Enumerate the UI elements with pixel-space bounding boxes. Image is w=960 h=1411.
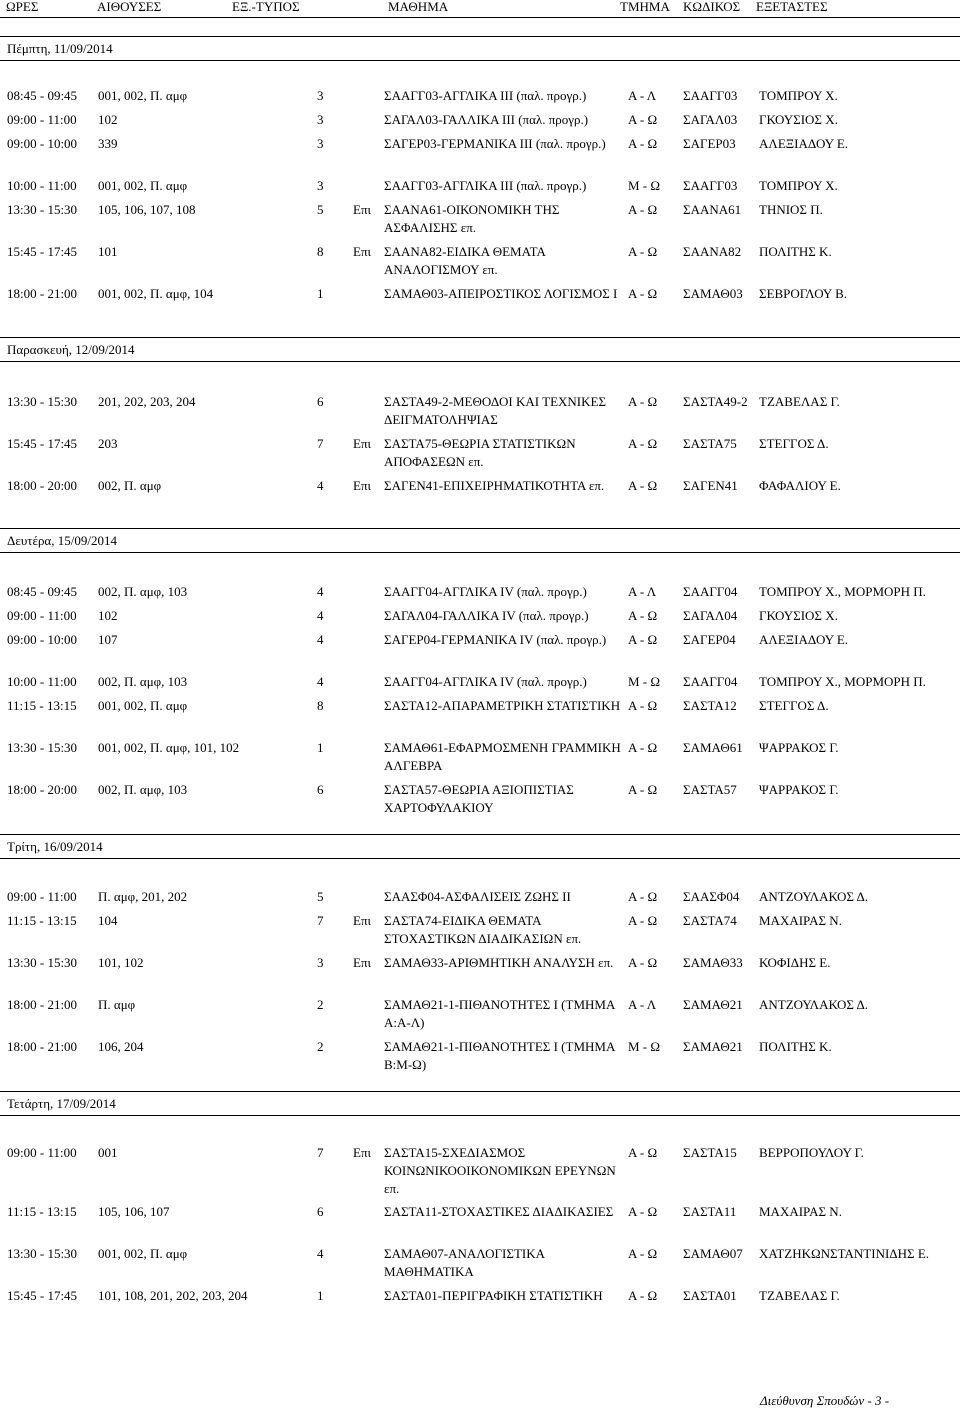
exam-code: ΣΑΑΓΓ03: [683, 88, 738, 103]
exam-time: 11:15 - 13:15: [7, 913, 77, 928]
exam-rooms: 002, Π. αμφ, 103: [98, 674, 188, 689]
exam-semester: 6: [317, 1204, 324, 1219]
exam-code: ΣΑΣΤΑ49-2: [683, 394, 748, 409]
exam-time: 13:30 - 15:30: [7, 740, 78, 755]
exam-time: 09:00 - 10:00: [7, 632, 78, 647]
day-header: [0, 37, 960, 61]
header-divider: [0, 17, 960, 18]
exam-code: ΣΑΜΑΘ21: [683, 1039, 743, 1054]
exam-section: Α - Ω: [628, 913, 658, 928]
exam-examiners: ΣΕΒΡΟΓΛΟΥ Β.: [759, 286, 848, 301]
header-section: ΤΜΗΜΑ: [620, 0, 670, 14]
exam-code: ΣΑΑΓΓ03: [683, 178, 738, 193]
exam-semester: 5: [317, 202, 324, 217]
exam-section: Α - Ω: [628, 955, 658, 970]
exam-section: Α - Ω: [628, 202, 658, 217]
exam-semester: 1: [317, 740, 324, 755]
exam-code: ΣΑΣΤΑ11: [683, 1204, 737, 1219]
exam-time: 15:45 - 17:45: [7, 244, 78, 259]
exam-code: ΣΑΓΑΛ04: [683, 608, 738, 623]
exam-code: ΣΑΜΑΘ07: [683, 1246, 743, 1261]
exam-examiners: ΣΤΕΓΓΟΣ Δ.: [759, 436, 829, 451]
exam-code: ΣΑΜΑΘ03: [683, 286, 743, 301]
exam-examiners: ΠΟΛΙΤΗΣ Κ.: [759, 1039, 832, 1054]
exam-time: 09:00 - 11:00: [7, 889, 77, 904]
exam-time: 18:00 - 21:00: [7, 997, 78, 1012]
day-title: Τετάρτη, 17/09/2014: [7, 1096, 116, 1111]
exam-code: ΣΑΓΕΝ41: [683, 478, 738, 493]
exam-code: ΣΑΣΤΑ75: [683, 436, 737, 451]
exam-time: 18:00 - 20:00: [7, 782, 78, 797]
exam-examiners: ΒΕΡΡΟΠΟΥΛΟΥ Γ.: [759, 1145, 864, 1160]
exam-time: 08:45 - 09:45: [7, 88, 78, 103]
exam-section: Α - Ω: [628, 136, 658, 151]
exam-semester: 1: [317, 1288, 324, 1303]
day-title: Δευτέρα, 15/09/2014: [7, 533, 117, 548]
exam-time: 10:00 - 11:00: [7, 178, 77, 193]
exam-code: ΣΑΑΝΑ61: [683, 202, 742, 217]
exam-semester: 2: [317, 1039, 324, 1054]
exam-section: Μ - Ω: [628, 1039, 661, 1054]
exam-rooms: 105, 106, 107, 108: [98, 202, 196, 217]
exam-time: 18:00 - 21:00: [7, 286, 78, 301]
exam-rooms: 002, Π. αμφ, 103: [98, 584, 188, 599]
exam-rooms: Π. αμφ: [98, 997, 136, 1012]
exam-semester: 2: [317, 997, 324, 1012]
exam-examiners: ΓΚΟΥΣΙΟΣ Χ.: [759, 112, 838, 127]
exam-examiners: ΤΟΜΠΡΟΥ Χ., ΜΟΡΜΟΡΗ Π.: [759, 674, 926, 689]
exam-examiners: ΜΑΧΑΙΡΑΣ Ν.: [759, 913, 842, 928]
exam-semester: 4: [317, 608, 324, 623]
exam-semester: 8: [317, 244, 324, 259]
exam-semester: 5: [317, 889, 324, 904]
exam-section: Α - Λ: [628, 997, 657, 1012]
exam-semester: 3: [317, 955, 324, 970]
exam-examiners: ΠΟΛΙΤΗΣ Κ.: [759, 244, 832, 259]
exam-rooms: Π. αμφ, 201, 202: [98, 889, 188, 904]
exam-rooms: 107: [98, 632, 118, 647]
exam-course: ΣΑΜΑΘ03-ΑΠΕΙΡΟΣΤΙΚΟΣ ΛΟΓΙΣΜΟΣ Ι: [384, 286, 618, 301]
exam-examiners: ΑΝΤΖΟΥΛΑΚΟΣ Δ.: [759, 997, 869, 1012]
day-header: [0, 338, 960, 362]
exam-course: ΣΑΑΓΓ04-ΑΓΓΛΙΚΑ IV (παλ. προγρ.): [384, 584, 587, 599]
exam-code: ΣΑΜΑΘ33: [683, 955, 743, 970]
exam-section: Α - Ω: [628, 112, 658, 127]
exam-code: ΣΑΣΤΑ12: [683, 698, 737, 713]
exam-semester: 7: [317, 436, 324, 451]
exam-section: Μ - Ω: [628, 178, 661, 193]
exam-semester: 4: [317, 674, 324, 689]
day-header: [0, 835, 960, 859]
exam-course: ΣΑΓΑΛ04-ΓΑΛΛΙΚΑ IV (παλ. προγρ.): [384, 608, 589, 623]
exam-code: ΣΑΜΑΘ61: [683, 740, 743, 755]
exam-course: ΣΑΓΕΡ04-ΓΕΡΜΑΝΙΚΑ IV (παλ. προγρ.): [384, 632, 607, 647]
exam-rooms: 101: [98, 244, 118, 259]
exam-course: ΣΑΜΑΘ21-1-ΠΙΘΑΝΟΤΗΤΕΣ Ι (ΤΜΗΜΑ Α:Α-Λ): [384, 997, 615, 1030]
exam-rooms: 002, Π. αμφ: [98, 478, 162, 493]
exam-rooms: 001, 002, Π. αμφ: [98, 698, 188, 713]
exam-examiners: ΨΑΡΡΑΚΟΣ Γ.: [759, 740, 839, 755]
exam-time: 09:00 - 11:00: [7, 112, 77, 127]
exam-time: 11:15 - 13:15: [7, 1204, 77, 1219]
exam-rooms: 106, 204: [98, 1039, 144, 1054]
exam-rooms: 001: [98, 1145, 118, 1160]
exam-course: ΣΑΣΤΑ12-ΑΠΑΡΑΜΕΤΡΙΚΗ ΣΤΑΤΙΣΤΙΚΗ: [384, 698, 621, 713]
exam-section: Α - Ω: [628, 1145, 658, 1160]
exam-section: Α - Ω: [628, 478, 658, 493]
exam-course: ΣΑΜΑΘ21-1-ΠΙΘΑΝΟΤΗΤΕΣ Ι (ΤΜΗΜΑ Β:Μ-Ω): [384, 1039, 615, 1072]
exam-rooms: 001, 002, Π. αμφ, 101, 102: [98, 740, 240, 755]
exam-section: Α - Ω: [628, 1288, 658, 1303]
exam-time: 13:30 - 15:30: [7, 394, 78, 409]
exam-course: ΣΑΣΤΑ15-ΣΧΕΔΙΑΣΜΟΣ ΚΟΙΝΩΝΙΚΟΟΙΚΟΝΟΜΙΚΩΝ ΕΡΕΥΝΩΝ επ.: [384, 1145, 616, 1196]
exam-time: 13:30 - 15:30: [7, 202, 78, 217]
exam-semester: 7: [317, 1145, 324, 1160]
exam-time: 15:45 - 17:45: [7, 436, 78, 451]
exam-type: Επι: [353, 244, 372, 259]
exam-time: 10:00 - 11:00: [7, 674, 77, 689]
exam-code: ΣΑΣΤΑ15: [683, 1145, 737, 1160]
exam-time: 13:30 - 15:30: [7, 955, 78, 970]
exam-course: ΣΑΣΤΑ74-ΕΙΔΙΚΑ ΘΕΜΑΤΑ ΣΤΟΧΑΣΤΙΚΩΝ ΔΙΑΔΙΚΑΣΙΩΝ επ.: [384, 913, 582, 946]
exam-type: Επι: [353, 913, 372, 928]
exam-examiners: ΣΤΕΓΓΟΣ Δ.: [759, 698, 829, 713]
exam-course: ΣΑΣΤΑ49-2-ΜΕΘΟΔΟΙ ΚΑΙ ΤΕΧΝΙΚΕΣ ΔΕΙΓΜΑΤΟΛΗΨΙΑΣ: [384, 394, 607, 427]
exam-time: 09:00 - 11:00: [7, 1145, 77, 1160]
exam-course: ΣΑΣΤΑ01-ΠΕΡΙΓΡΑΦΙΚΗ ΣΤΑΤΙΣΤΙΚΗ: [384, 1288, 603, 1303]
exam-course: ΣΑΓΑΛ03-ΓΑΛΛΙΚΑ ΙΙΙ (παλ. προγρ.): [384, 112, 589, 127]
exam-course: ΣΑΜΑΘ07-ΑΝΑΛΟΓΙΣΤΙΚΑ ΜΑΘΗΜΑΤΙΚΑ: [384, 1246, 545, 1279]
exam-rooms: 102: [98, 112, 118, 127]
exam-section: Α - Ω: [628, 1246, 658, 1261]
header-exam-type: ΕΞ.-ΤΥΠΟΣ: [232, 0, 300, 14]
exam-examiners: ΤΖΑΒΕΛΑΣ Γ.: [759, 1288, 840, 1303]
exam-time: 09:00 - 11:00: [7, 608, 77, 623]
exam-examiners: ΤΟΜΠΡΟΥ Χ.: [759, 88, 838, 103]
exam-examiners: ΤΟΜΠΡΟΥ Χ.: [759, 178, 838, 193]
exam-rooms: 105, 106, 107: [98, 1204, 170, 1219]
exam-section: Α - Ω: [628, 782, 658, 797]
exam-course: ΣΑΑΓΓ04-ΑΓΓΛΙΚΑ IV (παλ. προγρ.): [384, 674, 587, 689]
exam-time: 18:00 - 20:00: [7, 478, 78, 493]
exam-semester: 6: [317, 394, 324, 409]
exam-examiners: ΦΑΦΑΛΙΟΥ Ε.: [759, 478, 841, 493]
day-title: Παρασκευή, 12/09/2014: [7, 342, 135, 357]
exam-code: ΣΑΑΣΦ04: [683, 889, 740, 904]
exam-section: Α - Ω: [628, 608, 658, 623]
exam-examiners: ΨΑΡΡΑΚΟΣ Γ.: [759, 782, 839, 797]
exam-examiners: ΑΛΕΞΙΑΔΟΥ Ε.: [759, 136, 849, 151]
exam-examiners: ΤΗΝΙΟΣ Π.: [759, 202, 823, 217]
exam-section: Α - Ω: [628, 286, 658, 301]
exam-examiners: ΧΑΤΖΗΚΩΝΣΤΑΝΤΙΝΙΔΗΣ Ε.: [759, 1246, 930, 1261]
exam-course: ΣΑΣΤΑ11-ΣΤΟΧΑΣΤΙΚΕΣ ΔΙΑΔΙΚΑΣΙΕΣ: [384, 1204, 614, 1219]
exam-rooms: 101, 102: [98, 955, 144, 970]
header-code: ΚΩΔΙΚΟΣ: [683, 0, 741, 14]
exam-rooms: 001, 002, Π. αμφ: [98, 178, 188, 193]
exam-time: 08:45 - 09:45: [7, 584, 78, 599]
exam-examiners: ΜΑΧΑΙΡΑΣ Ν.: [759, 1204, 842, 1219]
exam-code: ΣΑΑΝΑ82: [683, 244, 742, 259]
exam-rooms: 102: [98, 608, 118, 623]
exam-section: Α - Ω: [628, 244, 658, 259]
exam-type: Επι: [353, 202, 372, 217]
exam-course: ΣΑΓΕΝ41-ΕΠΙΧΕΙΡΗΜΑΤΙΚΟΤΗΤΑ επ.: [384, 478, 605, 493]
exam-examiners: ΑΛΕΞΙΑΔΟΥ Ε.: [759, 632, 849, 647]
header-examiners: ΕΞΕΤΑΣΤΕΣ: [756, 0, 828, 14]
exam-code: ΣΑΣΤΑ74: [683, 913, 737, 928]
exam-rooms: 101, 108, 201, 202, 203, 204: [98, 1288, 248, 1303]
exam-section: Α - Ω: [628, 698, 658, 713]
exam-time: 13:30 - 15:30: [7, 1246, 78, 1261]
exam-section: Μ - Ω: [628, 674, 661, 689]
exam-code: ΣΑΓΑΛ03: [683, 112, 738, 127]
exam-section: Α - Λ: [628, 584, 657, 599]
exam-course: ΣΑΑΝΑ82-ΕΙΔΙΚΑ ΘΕΜΑΤΑ ΑΝΑΛΟΓΙΣΜΟΥ επ.: [384, 244, 546, 277]
exam-examiners: ΤΖΑΒΕΛΑΣ Γ.: [759, 394, 840, 409]
exam-course: ΣΑΑΓΓ03-ΑΓΓΛΙΚΑ ΙΙΙ (παλ. προγρ.): [384, 178, 587, 193]
exam-section: Α - Ω: [628, 1204, 658, 1219]
exam-type: Επι: [353, 955, 372, 970]
exam-code: ΣΑΣΤΑ57: [683, 782, 737, 797]
exam-code: ΣΑΑΓΓ04: [683, 584, 738, 599]
exam-examiners: ΚΟΦΙΔΗΣ Ε.: [759, 955, 831, 970]
day-header: [0, 1092, 960, 1116]
exam-semester: 6: [317, 782, 324, 797]
exam-section: Α - Ω: [628, 394, 658, 409]
day-title: Τρίτη, 16/09/2014: [7, 839, 103, 854]
header-rooms: ΑΙΘΟΥΣΕΣ: [97, 0, 162, 14]
exam-type: Επι: [353, 1145, 372, 1160]
exam-time: 18:00 - 21:00: [7, 1039, 78, 1054]
header-course: ΜΑΘΗΜΑ: [388, 0, 449, 14]
exam-course: ΣΑΑΣΦ04-ΑΣΦΑΛΙΣΕΙΣ ΖΩΗΣ ΙΙ: [384, 889, 571, 904]
exam-semester: 4: [317, 478, 324, 493]
exam-code: ΣΑΜΑΘ21: [683, 997, 743, 1012]
exam-examiners: ΓΚΟΥΣΙΟΣ Χ.: [759, 608, 838, 623]
exam-rooms: 104: [98, 913, 118, 928]
exam-rooms: 001, 002, Π. αμφ: [98, 88, 188, 103]
exam-rooms: 002, Π. αμφ, 103: [98, 782, 188, 797]
exam-course: ΣΑΓΕΡ03-ΓΕΡΜΑΝΙΚΑ ΙΙΙ (παλ. προγρ.): [384, 136, 606, 151]
exam-rooms: 001, 002, Π. αμφ: [98, 1246, 188, 1261]
exam-semester: 3: [317, 112, 324, 127]
exam-examiners: ΤΟΜΠΡΟΥ Χ., ΜΟΡΜΟΡΗ Π.: [759, 584, 926, 599]
exam-time: 09:00 - 10:00: [7, 136, 78, 151]
exam-code: ΣΑΣΤΑ01: [683, 1288, 737, 1303]
exam-course: ΣΑΜΑΘ61-ΕΦΑΡΜΟΣΜΕΝΗ ΓΡΑΜΜΙΚΗ ΑΛΓΕΒΡΑ: [384, 740, 621, 773]
exam-type: Επι: [353, 436, 372, 451]
exam-semester: 8: [317, 698, 324, 713]
day-title: Πέμπτη, 11/09/2014: [7, 41, 113, 56]
exam-semester: 3: [317, 136, 324, 151]
exam-rooms: 201, 202, 203, 204: [98, 394, 196, 409]
page-footer: Διεύθυνση Σπουδών - 3 -: [760, 1393, 890, 1408]
exam-semester: 3: [317, 178, 324, 193]
exam-course: ΣΑΣΤΑ57-ΘΕΩΡΙΑ ΑΞΙΟΠΙΣΤΙΑΣ ΧΑΡΤΟΦΥΛΑΚΙΟΥ: [384, 782, 574, 815]
exam-semester: 7: [317, 913, 324, 928]
exam-time: 11:15 - 13:15: [7, 698, 77, 713]
exam-type: Επι: [353, 478, 372, 493]
exam-course: ΣΑΣΤΑ75-ΘΕΩΡΙΑ ΣΤΑΤΙΣΤΙΚΩΝ ΑΠΟΦΑΣΕΩΝ επ.: [384, 436, 576, 469]
exam-semester: 1: [317, 286, 324, 301]
exam-section: Α - Ω: [628, 436, 658, 451]
exam-semester: 4: [317, 1246, 324, 1261]
exam-code: ΣΑΑΓΓ04: [683, 674, 738, 689]
exam-section: Α - Ω: [628, 740, 658, 755]
exam-section: Α - Ω: [628, 889, 658, 904]
exam-semester: 4: [317, 632, 324, 647]
exam-course: ΣΑΑΓΓ03-ΑΓΓΛΙΚΑ ΙΙΙ (παλ. προγρ.): [384, 88, 587, 103]
exam-rooms: 001, 002, Π. αμφ, 104: [98, 286, 214, 301]
exam-rooms: 339: [98, 136, 118, 151]
exam-section: Α - Λ: [628, 88, 657, 103]
exam-course: ΣΑΑΝΑ61-ΟΙΚΟΝΟΜΙΚΗ ΤΗΣ ΑΣΦΑΛΙΣΗΣ επ.: [384, 202, 560, 235]
column-header: [0, 0, 960, 16]
exam-rooms: 203: [98, 436, 118, 451]
day-header: [0, 529, 960, 553]
exam-semester: 3: [317, 88, 324, 103]
exam-section: Α - Ω: [628, 632, 658, 647]
exam-examiners: ΑΝΤΖΟΥΛΑΚΟΣ Δ.: [759, 889, 869, 904]
exam-semester: 4: [317, 584, 324, 599]
header-hours: ΩΡΕΣ: [6, 0, 39, 14]
exam-code: ΣΑΓΕΡ04: [683, 632, 736, 647]
exam-course: ΣΑΜΑΘ33-ΑΡΙΘΜΗΤΙΚΗ ΑΝΑΛΥΣΗ επ.: [384, 955, 614, 970]
exam-time: 15:45 - 17:45: [7, 1288, 78, 1303]
exam-code: ΣΑΓΕΡ03: [683, 136, 736, 151]
